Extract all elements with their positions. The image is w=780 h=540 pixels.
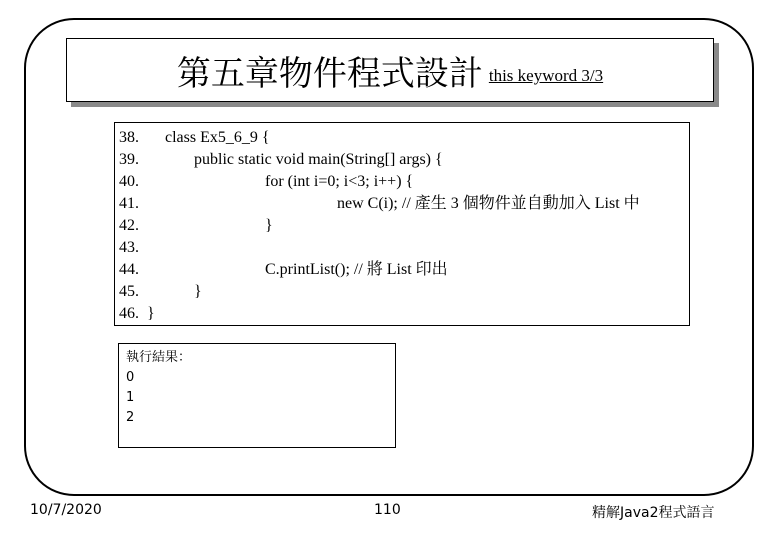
title-main: 第五章物件程式設計 xyxy=(176,53,483,94)
footer-page-number: 110 xyxy=(374,502,401,518)
line-number: 38. xyxy=(119,129,139,146)
code-text: class Ex5_6_9 { xyxy=(165,129,270,146)
output-label: 執行結果： xyxy=(126,350,192,365)
output-panel xyxy=(118,343,396,448)
code-text: for (int i=0; i<3; i++) { xyxy=(265,173,414,190)
code-listing xyxy=(114,122,690,326)
code-line-45 xyxy=(119,281,202,303)
slide-title xyxy=(66,38,714,102)
line-number: 43. xyxy=(119,239,139,256)
footer-book-title: 精解Java2程式語言 xyxy=(592,505,715,521)
line-number: 46. xyxy=(119,305,139,322)
line-number: 41. xyxy=(119,195,139,212)
code-line-41 xyxy=(119,193,640,215)
line-number: 44. xyxy=(119,261,139,278)
code-line-44 xyxy=(119,259,448,281)
title-subtitle: this keyword 3/3 xyxy=(488,66,604,85)
code-text: C.printList(); // 將 List 印出 xyxy=(265,261,448,278)
code-text: } xyxy=(194,283,202,300)
code-text: } xyxy=(265,217,273,234)
code-line-40 xyxy=(119,171,413,193)
output-line: 0 xyxy=(126,370,135,385)
code-text: new C(i); // 產生 3 個物件並自動加入 List 中 xyxy=(337,195,640,212)
code-line-42 xyxy=(119,215,273,237)
code-line-38 xyxy=(119,127,270,149)
line-number: 42. xyxy=(119,217,139,234)
code-text: public static void main(String[] args) { xyxy=(194,151,443,168)
line-number: 40. xyxy=(119,173,139,190)
code-line-46 xyxy=(119,303,155,325)
output-line: 2 xyxy=(126,410,135,425)
code-line-43 xyxy=(119,237,165,259)
code-line-39 xyxy=(119,149,443,171)
line-number: 45. xyxy=(119,283,139,300)
output-line: 1 xyxy=(126,390,135,405)
line-number: 39. xyxy=(119,151,139,168)
code-text: } xyxy=(147,305,155,322)
footer-date: 10/7/2020 xyxy=(30,502,102,518)
